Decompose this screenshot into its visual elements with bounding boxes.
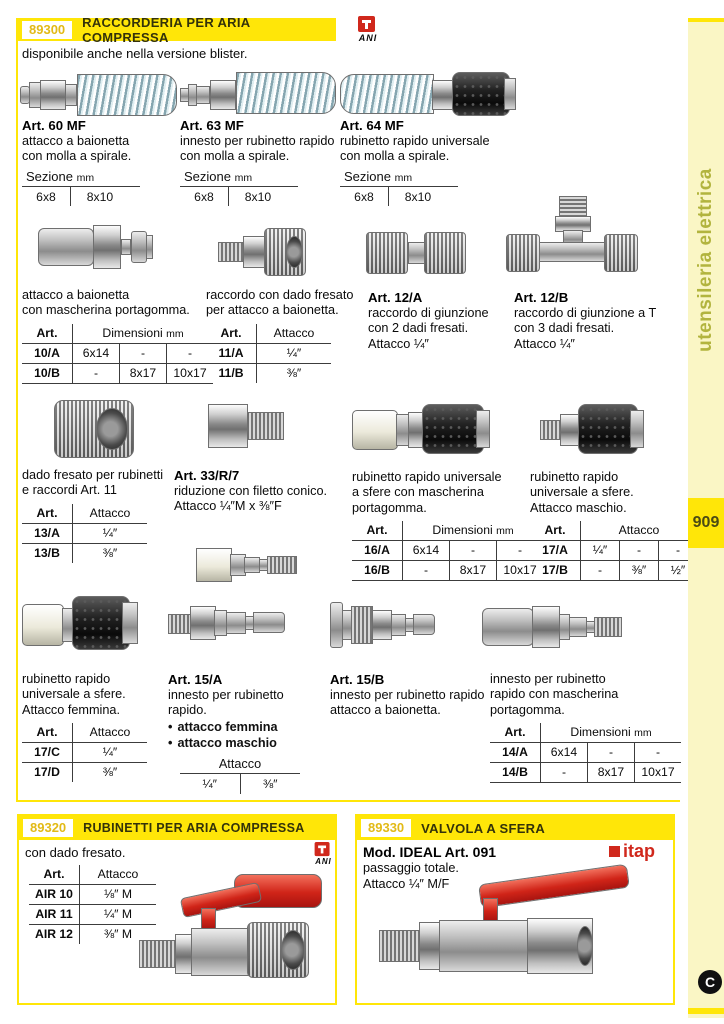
product-block-art60 bbox=[22, 118, 140, 206]
bullet-item bbox=[168, 719, 300, 735]
product-image-art12a bbox=[366, 228, 468, 280]
hex-nut bbox=[93, 225, 121, 269]
ani-emblem-glyph bbox=[365, 20, 368, 29]
unit-label: mm bbox=[166, 327, 184, 340]
cell: 8x17 bbox=[588, 763, 635, 783]
cell: 14/B bbox=[490, 763, 541, 783]
bore bbox=[281, 930, 305, 970]
product-block-art12a bbox=[368, 290, 489, 352]
unit-label: mm bbox=[496, 525, 514, 538]
sezione-label: Sezione bbox=[26, 168, 73, 184]
product-image-art10 bbox=[36, 212, 162, 288]
milled-nut bbox=[424, 232, 466, 274]
size-cell: 8x10 bbox=[86, 189, 114, 204]
unit-label: mm bbox=[634, 727, 652, 740]
bayonet-head bbox=[131, 231, 147, 263]
product-image-art12b bbox=[506, 196, 640, 284]
ani-wordmark: ANI bbox=[358, 33, 378, 43]
section-raccorderia bbox=[16, 14, 686, 802]
sezione-unit: mm bbox=[76, 171, 95, 184]
plug-body bbox=[244, 557, 260, 573]
blister-note: disponibile anche nella versione blister. bbox=[22, 46, 248, 61]
thread bbox=[218, 242, 244, 262]
rings bbox=[351, 606, 373, 644]
product-desc: innesto per rubinetto bbox=[490, 672, 606, 686]
col-header: Attacco bbox=[73, 504, 148, 524]
sezione-unit: mm bbox=[234, 171, 253, 184]
section-title: VALVOLA A SFERA bbox=[421, 820, 546, 836]
bullet-item bbox=[168, 735, 300, 751]
stem bbox=[121, 239, 131, 255]
itap-wordmark: itap bbox=[623, 841, 656, 861]
product-desc: con molla a spirale. bbox=[340, 149, 450, 164]
bullet-text: attacco femmina bbox=[177, 719, 278, 734]
plug-tip bbox=[413, 614, 435, 635]
product-desc: con molla a spirale. bbox=[180, 149, 290, 164]
product-desc: raccordo di giunzione a T bbox=[514, 306, 657, 320]
product-name: Art. 33/R/7 bbox=[174, 468, 240, 483]
product-desc: Attacco femmina. bbox=[22, 702, 121, 717]
spec-table-air-wrap bbox=[29, 860, 156, 944]
sidebar-bottom-accent bbox=[688, 1008, 724, 1014]
cell: 17/A bbox=[530, 541, 581, 561]
product-block-art15b bbox=[330, 672, 484, 719]
section-rubinetti bbox=[17, 814, 337, 1005]
thread bbox=[559, 196, 587, 218]
hex-nut bbox=[432, 80, 454, 110]
joint-body bbox=[408, 242, 425, 264]
product-block-art13 bbox=[22, 468, 163, 563]
product-desc: a sfere con mascherina bbox=[352, 485, 484, 500]
sleeve bbox=[38, 228, 94, 266]
sidebar-category-label: utensileria elettrica bbox=[695, 168, 717, 352]
product-desc: Attacco ¼″ M/F bbox=[363, 877, 450, 891]
coupler-sleeve bbox=[578, 404, 638, 454]
cell: 10/B bbox=[22, 363, 73, 383]
cell: ¼″ M bbox=[80, 905, 157, 925]
cell: 11/B bbox=[206, 363, 257, 383]
plug-body bbox=[226, 612, 246, 634]
product-name: Art. 12/B bbox=[514, 290, 569, 305]
product-desc: con molla a spirale. bbox=[22, 149, 132, 164]
thread bbox=[379, 930, 421, 962]
cell: - bbox=[167, 343, 214, 363]
product-desc: raccordo di giunzione bbox=[368, 306, 489, 320]
product-block-art63 bbox=[180, 118, 334, 206]
product-name: Art. 63 MF bbox=[180, 118, 244, 133]
page-number-badge: 909 bbox=[688, 498, 724, 548]
product-image-art11 bbox=[218, 218, 316, 284]
hex-nut bbox=[532, 606, 560, 648]
product-name: Art. 60 MF bbox=[22, 118, 86, 133]
ani-logo bbox=[348, 16, 388, 52]
section-header-bar bbox=[357, 816, 673, 840]
coupler-sleeve bbox=[422, 404, 484, 454]
section-code: 89330 bbox=[361, 819, 411, 837]
cell: ½″ bbox=[659, 561, 698, 581]
milled-nut bbox=[604, 234, 638, 272]
hex-nut bbox=[196, 548, 232, 582]
cell: ¼″ bbox=[257, 343, 332, 363]
cell: 6x14 bbox=[541, 743, 588, 763]
attacco-table bbox=[180, 757, 300, 794]
product-block-art16 bbox=[352, 470, 543, 581]
cell: 8x17 bbox=[450, 561, 497, 581]
product-image-art17-maschio bbox=[540, 398, 654, 462]
bore bbox=[96, 408, 128, 450]
cell: AIR 10 bbox=[29, 885, 80, 905]
sezione-unit: mm bbox=[394, 171, 413, 184]
spec-table-art10 bbox=[22, 324, 213, 384]
col-header: Art. bbox=[22, 504, 73, 524]
hex-nut bbox=[190, 606, 216, 640]
hex-collar bbox=[419, 922, 441, 970]
product-image-art16 bbox=[352, 398, 502, 462]
cell: 11/A bbox=[206, 343, 257, 363]
cell: - bbox=[581, 561, 620, 581]
section-code: 89320 bbox=[23, 819, 73, 837]
product-desc: innesto per rubinetto bbox=[168, 688, 284, 702]
product-desc: Attacco ¼″M x ⅜″F bbox=[174, 499, 282, 514]
spec-table-art16 bbox=[352, 521, 543, 581]
coupler-ring bbox=[122, 602, 138, 644]
product-desc: rubinetto rapido bbox=[22, 672, 111, 686]
product-desc: dado fresato per rubinetti bbox=[22, 468, 164, 482]
cell: ⅜″ bbox=[286, 365, 302, 380]
product-image-art15b bbox=[330, 596, 438, 654]
col-header: Attacco bbox=[80, 865, 157, 885]
product-image-art15a-maschio bbox=[168, 592, 300, 654]
product-image-valve-air bbox=[139, 868, 334, 1000]
product-desc: riduzione con filetto conico. bbox=[174, 484, 328, 498]
spec-table-art13 bbox=[22, 504, 147, 563]
col-header: Art. bbox=[352, 521, 403, 541]
col-header: Attacco bbox=[73, 723, 148, 743]
product-image-art63 bbox=[180, 64, 338, 122]
col-header: Dimensioni bbox=[570, 725, 631, 740]
section-header-bar bbox=[19, 816, 335, 840]
hex-nut bbox=[210, 80, 236, 110]
product-block-art12b bbox=[514, 290, 656, 352]
size-cell: 6x8 bbox=[340, 187, 389, 206]
cell: 16/B bbox=[352, 561, 403, 581]
thread bbox=[248, 412, 284, 440]
cell: 17/C bbox=[22, 743, 73, 763]
cell: 13/A bbox=[22, 523, 73, 543]
cell: - bbox=[541, 763, 588, 783]
col-header: Art. bbox=[22, 723, 73, 743]
milled-nut bbox=[506, 234, 540, 272]
ani-emblem-glyph bbox=[321, 846, 324, 854]
spec-table-art11 bbox=[206, 324, 331, 383]
cell: - bbox=[588, 743, 635, 763]
itap-logo bbox=[609, 842, 655, 860]
cell: ⅜″ bbox=[102, 545, 118, 560]
product-desc: con mascherina portagomma. bbox=[22, 303, 190, 318]
sidebar-top-accent bbox=[688, 18, 724, 22]
product-block-art14 bbox=[490, 672, 681, 783]
cell: ⅜″ bbox=[263, 776, 278, 791]
product-desc: con 3 dadi fresati. bbox=[514, 321, 615, 336]
sezione-table bbox=[340, 169, 458, 206]
product-block-art15a bbox=[168, 672, 300, 794]
product-desc: passaggio totale. bbox=[363, 861, 459, 875]
size-cell: 6x8 bbox=[180, 187, 229, 206]
col-header: Attacco bbox=[257, 324, 332, 344]
product-name: Art. 15/A bbox=[168, 672, 223, 687]
plug-body bbox=[196, 86, 210, 104]
coupler-ring bbox=[476, 410, 490, 448]
sezione-label: Sezione bbox=[184, 168, 231, 184]
cell: ¼″ bbox=[180, 774, 241, 794]
product-desc: attacco a baionetta. bbox=[330, 703, 441, 718]
size-cell: 8x10 bbox=[244, 189, 272, 204]
rubber-sleeve bbox=[352, 410, 398, 450]
cell: - bbox=[635, 743, 682, 763]
valve-body bbox=[191, 928, 249, 976]
col-header: Art. bbox=[530, 521, 581, 541]
product-name: Art. 15/B bbox=[330, 672, 385, 687]
cell: 17/B bbox=[530, 561, 581, 581]
cell: ¼″ bbox=[73, 523, 148, 543]
cell: ⅜″ bbox=[102, 765, 118, 780]
hex-nut bbox=[208, 404, 248, 448]
col-header: Art. bbox=[206, 324, 257, 344]
product-desc: raccordo con dado fresato bbox=[206, 288, 354, 302]
col-header: Attacco bbox=[581, 521, 698, 541]
section-title: RACCORDERIA PER ARIA COMPRESSA bbox=[82, 14, 250, 45]
thread bbox=[540, 420, 562, 440]
hex-nut bbox=[40, 80, 66, 110]
product-desc: rubinetto rapido bbox=[530, 470, 619, 484]
product-block-art10 bbox=[22, 288, 213, 384]
product-desc: attacco a baionetta bbox=[22, 134, 130, 148]
hex-nut bbox=[372, 610, 392, 640]
bullet-icon: • bbox=[168, 735, 173, 750]
cell: 10x17 bbox=[497, 561, 544, 581]
cell: ⅛″ M bbox=[80, 885, 157, 905]
plug-body bbox=[569, 617, 587, 637]
spec-table-art17ab bbox=[530, 521, 697, 581]
coupler-sleeve bbox=[452, 72, 510, 116]
product-name: Art. 12/A bbox=[368, 290, 423, 305]
sezione-table bbox=[22, 169, 140, 206]
coupler-ring bbox=[504, 78, 516, 110]
copyright-icon: C bbox=[698, 970, 722, 994]
sleeve bbox=[482, 608, 534, 646]
plug-tip bbox=[267, 556, 297, 574]
cell: 6x14 bbox=[73, 343, 120, 363]
product-desc: per attacco a baionetta. bbox=[206, 303, 339, 318]
hex-nut bbox=[243, 236, 265, 268]
col-header: Dimensioni bbox=[102, 325, 163, 340]
sezione-label: Sezione bbox=[344, 168, 391, 184]
product-image-art33 bbox=[206, 396, 290, 460]
product-desc: portagomma. bbox=[490, 702, 565, 717]
product-desc: rapido. bbox=[168, 703, 207, 718]
cell: 17/D bbox=[22, 763, 73, 783]
red-handle-arm bbox=[478, 864, 630, 909]
product-image-art17-femmina bbox=[22, 590, 144, 660]
spiral-spring bbox=[236, 72, 336, 114]
col-header: Attacco bbox=[180, 757, 300, 774]
product-desc: attacco a baionetta bbox=[22, 288, 130, 302]
size-cell: 6x8 bbox=[22, 187, 71, 206]
product-desc: e raccordi Art. 11 bbox=[22, 483, 117, 498]
product-desc: universale a sfere. bbox=[22, 687, 126, 702]
coupler-ring bbox=[630, 410, 644, 448]
valve-body bbox=[439, 920, 529, 972]
product-block-art11 bbox=[206, 288, 353, 383]
col-header: Art. bbox=[22, 324, 73, 344]
cell: - bbox=[497, 541, 544, 561]
sidebar-category-label-wrap bbox=[688, 120, 724, 400]
spec-table-air bbox=[29, 865, 156, 944]
spiral-spring bbox=[340, 74, 434, 114]
tee-body bbox=[532, 242, 614, 262]
size-cell: 8x10 bbox=[404, 189, 432, 204]
cell: 10x17 bbox=[167, 363, 214, 383]
section-note: con dado fresato. bbox=[25, 845, 126, 860]
product-block-art17-maschio bbox=[530, 470, 697, 581]
product-desc: con 2 dadi fresati. bbox=[368, 321, 469, 336]
cell: 16/A bbox=[352, 541, 403, 561]
cell: AIR 12 bbox=[29, 925, 80, 945]
thread bbox=[139, 940, 177, 968]
product-desc: Attacco maschio. bbox=[530, 500, 627, 515]
cell: - bbox=[659, 541, 698, 561]
spec-table-art14 bbox=[490, 723, 681, 783]
section-valvola bbox=[355, 814, 675, 1005]
ferrule bbox=[65, 84, 77, 106]
cell: 6x14 bbox=[403, 541, 450, 561]
product-image-art13 bbox=[52, 396, 140, 464]
cell: 10x17 bbox=[635, 763, 682, 783]
cell: ⅜″ M bbox=[103, 927, 133, 941]
section-title: RUBINETTI PER ARIA COMPRESSA bbox=[83, 821, 305, 835]
cell: - bbox=[403, 561, 450, 581]
product-model: Mod. IDEAL Art. 091 bbox=[363, 844, 497, 860]
cell: ¼″ bbox=[581, 541, 620, 561]
spiral-spring bbox=[77, 74, 177, 116]
cell: ¼″ bbox=[73, 743, 148, 763]
cell: - bbox=[620, 541, 659, 561]
end-cap bbox=[146, 235, 153, 259]
itap-square-icon bbox=[609, 846, 620, 857]
cell: 14/A bbox=[490, 743, 541, 763]
spec-table-art17cd bbox=[22, 723, 147, 782]
product-desc: innesto per rubinetto rapido bbox=[330, 688, 485, 702]
ani-wordmark: ANI bbox=[315, 856, 332, 866]
rubber-sleeve bbox=[22, 604, 64, 646]
product-desc: rubinetto rapido universale bbox=[340, 134, 490, 148]
cell: - bbox=[120, 343, 167, 363]
cell: - bbox=[73, 363, 120, 383]
section-code: 89300 bbox=[22, 21, 72, 39]
thread bbox=[168, 614, 192, 634]
product-image-valve-ideal bbox=[379, 864, 654, 999]
hex-nut bbox=[560, 414, 580, 446]
product-image-art60 bbox=[20, 68, 178, 122]
bore bbox=[286, 236, 303, 268]
plug-body bbox=[391, 614, 406, 636]
cell: - bbox=[450, 541, 497, 561]
product-desc: rubinetto rapido universale bbox=[352, 470, 502, 484]
milled-nut bbox=[366, 232, 408, 274]
section-header-bar bbox=[18, 14, 336, 45]
product-image-art64 bbox=[340, 64, 520, 126]
bullet-text: attacco maschio bbox=[177, 735, 277, 750]
plug-tip bbox=[594, 617, 622, 637]
product-name: Art. 64 MF bbox=[340, 118, 404, 133]
red-handle-arm bbox=[180, 882, 262, 918]
product-desc: universale a sfere. bbox=[530, 485, 634, 500]
product-image-art15a-femmina bbox=[196, 544, 308, 588]
cell: AIR 11 bbox=[29, 905, 80, 925]
handle-stem bbox=[483, 898, 498, 922]
cell: 10/A bbox=[22, 343, 73, 363]
product-desc: Attacco ¼″ bbox=[368, 336, 429, 351]
col-header: Art. bbox=[29, 865, 80, 885]
product-desc: portagomma. bbox=[352, 500, 427, 515]
bore bbox=[577, 926, 593, 966]
bullet-icon: • bbox=[168, 719, 173, 734]
col-header: Art. bbox=[490, 723, 541, 743]
product-desc: rapido con mascherina bbox=[490, 687, 619, 702]
cell: 13/B bbox=[22, 543, 73, 563]
product-image-art14 bbox=[482, 596, 626, 656]
plug-tip bbox=[253, 612, 285, 633]
product-desc: innesto per rubinetto rapido bbox=[180, 134, 335, 148]
product-block-art33 bbox=[174, 468, 327, 515]
product-desc: Attacco ¼″ bbox=[514, 336, 575, 351]
handle-stem bbox=[201, 908, 216, 930]
product-block-art64 bbox=[340, 118, 490, 206]
product-block-art17-femmina bbox=[22, 672, 147, 782]
cell: 8x17 bbox=[120, 363, 167, 383]
col-header: Dimensioni bbox=[432, 523, 493, 538]
sezione-table bbox=[180, 169, 298, 206]
cell: ⅜″ bbox=[620, 561, 659, 581]
